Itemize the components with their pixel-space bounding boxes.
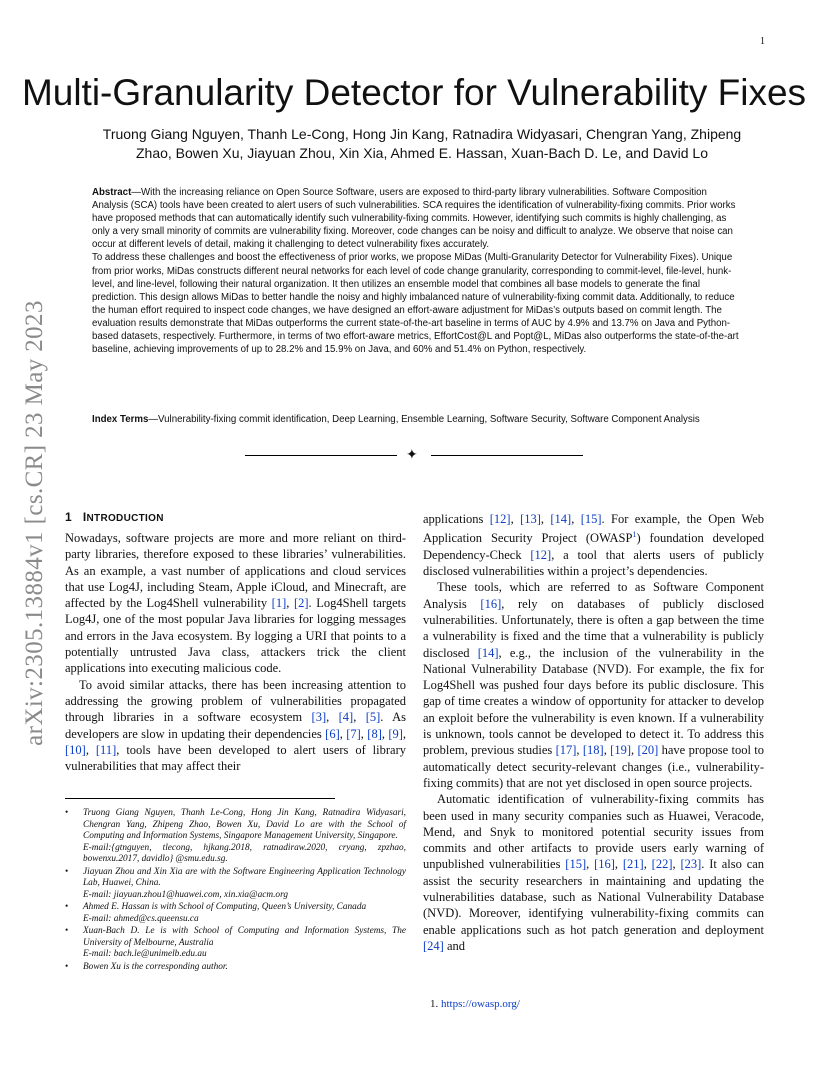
text-run: applications	[423, 512, 490, 526]
text-run: ,	[614, 857, 623, 872]
author-list	[84, 125, 760, 163]
citation-link[interactable]: [7]	[346, 726, 361, 741]
affiliation-item	[65, 902, 406, 925]
affiliation-email: E-mail:{gtnguyen, tlecong, hjkang.2018, ratnadiraw.2020, cryang, zpzhao, bowenxu.2017, davidlo} @smu.edu.sg.	[83, 842, 406, 864]
text-run: . For example, the Open Web Application Security Project (OWASP	[423, 512, 764, 546]
text-run: ,	[672, 857, 681, 872]
text-run: ,	[603, 743, 611, 758]
text-run: ,	[643, 857, 652, 872]
citation-link[interactable]: [1]	[271, 596, 287, 611]
text-run: ,	[353, 710, 366, 725]
citation-link[interactable]: [4]	[338, 710, 354, 725]
text-run: ,	[571, 512, 581, 526]
citation-link[interactable]: [20]	[637, 743, 659, 758]
citation-link[interactable]: [13]	[520, 512, 541, 526]
text-run: ,	[586, 857, 595, 872]
section-title-rest: NTRODUCTION	[86, 513, 164, 524]
text-run: ,	[402, 726, 407, 741]
abstract	[92, 186, 740, 356]
section-title-initial: I	[82, 510, 87, 524]
text-run: ,	[540, 512, 551, 526]
author-affiliations	[65, 808, 406, 974]
divider-star-icon: ✦	[406, 447, 418, 463]
citation-link[interactable]: [11]	[95, 742, 117, 757]
affiliation-text: Jiayuan Zhou and Xin Xia are with the Software Engineering Application Technology Lab, Huawei, China.	[83, 866, 406, 888]
citation-link[interactable]: [14]	[550, 512, 572, 526]
paper-title: Multi-Granularity Detector for Vulnerability Fixes	[21, 72, 807, 113]
text-run: . Log4Shell targets Log4J, one of the most popular Java libraries for logging messages and errors in the Java ecosystem. By logging a URI that points to a potentially untrusted Java class, attackers trick the client applications into executing malicious code.	[65, 596, 406, 676]
citation-link[interactable]: [18]	[582, 743, 604, 758]
page-number: 1	[760, 36, 765, 47]
citation-link[interactable]: [10]	[65, 742, 86, 757]
text-run: ,	[510, 512, 521, 526]
affiliation-email: E-mail: jiayuan.zhou1@huawei.com, xin.xia@acm.org	[83, 889, 288, 900]
footnote-1	[430, 998, 520, 1010]
text-run: ) foundation developed Dependency-Check	[423, 531, 764, 562]
citation-link[interactable]: [6]	[325, 726, 340, 741]
affiliation-text: Truong Giang Nguyen, Thanh Le-Cong, Hong Jin Kang, Ratnadira Widyasari, Chengran Yang, Zhipeng Zhao, Bowen Xu, David Lo are with the School of Computing and Information Systems, Singapore Management University, Singapore.	[83, 808, 406, 841]
text-run: have propose tool to automatically detect security-relevant changes (i.e., vulnerability-fixing commits) that are not yet disclosed in open source projects.	[423, 743, 764, 790]
text-run: . It also can assist the security researchers in maintaining and updating the vulnerabilities database, such as National Vulnerability Database (NVD). Moreover, identifying vulnerability-fixing commits can enable applications such as hot patch generation and deployment	[423, 857, 765, 937]
citation-link[interactable]: [23]	[680, 857, 702, 872]
section-divider	[245, 447, 583, 463]
affiliation-email: E-mail: ahmed@cs.queensu.ca	[83, 913, 199, 924]
authors-line-1: Truong Giang Nguyen, Thanh Le-Cong, Hong Jin Kang, Ratnadira Widyasari, Chengran Yang, Zhipeng	[102, 126, 742, 142]
footnote-marker[interactable]: 1	[632, 530, 637, 540]
abstract-paragraph-1: —With the increasing reliance on Open Source Software, users are exposed to third-party library vulnerabilities. Software Composition Analysis (SCA) tools have been created to alert users of such vulnerabilities. SCA requires the identification of vulnerability-fixing commits. Prior works have proposed methods that can automatically identify such vulnerability-fixing commits. However, identifying such commits is highly challenging, as only a very small minority of commits are vulnerability fixing. Moreover, code changes can be noisy and difficult to analyze. We observe that noise can occur at different levels of detail, making it challenging to detect vulnerability fixes accurately.	[92, 187, 736, 251]
text-run: ,	[381, 726, 389, 741]
right-column	[423, 511, 764, 954]
citation-link[interactable]: [19]	[610, 743, 631, 758]
authors-line-2: Zhao, Bowen Xu, Jiayuan Zhou, Xin Xia, Ahmed E. Hassan, Xuan-Bach D. Le, and David Lo	[135, 145, 708, 161]
citation-link[interactable]: [5]	[365, 710, 381, 725]
citation-link[interactable]: [12]	[530, 547, 552, 562]
citation-link[interactable]: [22]	[651, 857, 673, 872]
right-paragraph-2	[423, 579, 764, 791]
owasp-link[interactable]: https://owasp.org/	[441, 998, 520, 1010]
citation-link[interactable]: [15]	[580, 512, 602, 526]
arxiv-watermark	[16, 278, 54, 768]
text-run: These tools, which are referred to as Software Component Analysis	[423, 580, 764, 611]
citation-link[interactable]: [14]	[477, 645, 499, 660]
text-run: ,	[85, 742, 96, 757]
text-run: Nowadays, software projects are more and more reliant on third-party libraries, therefore exposed to these libraries’ vulnerabilities. As an example, a vast number of applications and cloud services that use Log4J, including Steam, Apple iCloud, and Minecraft, are affected by the Log4Shell vulnerability	[65, 531, 406, 611]
affiliation-email: E-mail: bach.le@unimelb.edu.au	[83, 949, 207, 959]
footnote-rule	[65, 798, 335, 799]
citation-link[interactable]: [17]	[555, 743, 577, 758]
text-run: Automatic identification of vulnerability-fixing commits has been used in many security companies such as Huawei, Veracode, Mend, and Snyk to monitored potential security issues from commits and other artifacts to provide users early warning of unpublished vulnerabilities	[423, 792, 764, 872]
affiliation-text: Bowen Xu is the corresponding author.	[83, 961, 228, 972]
text-run: , rely on databases of publicly disclosed vulnerabilities. Unfortunately, there is often a gap between the time a vulnerability is fixed and the time that a vulnerability is publicly disclosed	[423, 596, 764, 660]
affiliation-text: Xuan-Bach D. Le is with School of Computing and Information Systems, The University of Melbourne, Australia	[83, 926, 406, 948]
text-run: To avoid similar attacks, there has been increasing attention to addressing the growing problem of vulnerabilities propagated through libraries in a software ecosystem	[65, 677, 406, 725]
text-run: ,	[631, 743, 638, 758]
footnote-number: 1.	[430, 998, 439, 1010]
divider-line-left	[245, 455, 397, 456]
index-terms	[92, 413, 740, 426]
citation-link[interactable]: [9]	[388, 726, 403, 741]
abstract-paragraph-2: To address these challenges and boost the effectiveness of prior works, we propose MiDas (Multi-Granularity Detector for Vulnerability Fixes). Unique from prior works, MiDas constructs different neural networks for each level of code change granularity, corresponding to commit-level, file-level, hunk-level, and line-level, following their natural organization. It then utilizes an ensemble model that combines all base models to generate the final prediction. This design allows MiDas to better handle the noisy and highly imbalanced nature of vulnerability-fixing commit data. Additionally, to reduce the human effort required to inspect code changes, we have designed an effort-aware adjustment for MiDas’s outputs based on commit length. The evaluation results demonstrate that MiDas outperforms the current state-of-the-art baseline in terms of AUC by 4.9% and 13.7% on Java and Python-based datasets, respectively. Furthermore, in terms of two effort-aware metrics, EffortCost@L and Popt@L, MiDas also outperforms the state-of-the-art baseline, achieving improvements of up to 28.2% and 15.9% on Java, and 60% and 51.4% on Python, respectively.	[92, 252, 739, 356]
text-run: and	[443, 938, 466, 953]
affiliation-item	[65, 962, 406, 974]
text-run: ,	[360, 726, 368, 741]
left-column	[65, 530, 406, 774]
right-paragraph-3	[423, 791, 764, 954]
citation-link[interactable]: [15]	[565, 857, 587, 872]
affiliation-text: Ahmed E. Hassan is with School of Computing, Queen’s University, Canada	[83, 902, 367, 912]
citation-link[interactable]: [16]	[480, 596, 502, 611]
text-run: , e.g., the inclusion of the vulnerability in the National Vulnerability Database (NVD). For example, the fix for Log4Shell was pushed four days before its public disclosure. This gap of time creates a window of opportunity for attacker to develop an exploit before the vulnerability is even known. If a vulnerability is unknown, tools cannot be developed to detect it. To address this problem, previous studies	[423, 645, 764, 758]
intro-paragraph-2	[65, 677, 406, 775]
text-run: , a tool that alerts users of publicly disclosed vulnerabilities within a project’s dependencies.	[423, 547, 764, 579]
affiliation-item	[65, 867, 406, 902]
citation-link[interactable]: [24]	[423, 938, 444, 953]
index-terms-text: —Vulnerability-fixing commit identification, Deep Learning, Ensemble Learning, Software Security, Software Component Analysis	[148, 414, 700, 425]
section-number: 1	[65, 510, 72, 524]
citation-link[interactable]: [12]	[489, 512, 511, 526]
abstract-label: Abstract	[92, 187, 132, 198]
text-run: . As developers are slow in updating their dependencies	[65, 710, 407, 741]
citation-link[interactable]: [3]	[311, 710, 327, 725]
index-terms-label: Index Terms	[92, 414, 149, 425]
text-run: ,	[576, 743, 583, 758]
citation-link[interactable]: [16]	[594, 857, 615, 872]
text-run: ,	[339, 726, 347, 741]
text-run: ,	[286, 596, 294, 611]
text-run: , tools have been developed to alert users of library vulnerabilities that may affect their	[65, 742, 407, 774]
arxiv-id: arXiv:2305.13884v1 [cs.CR] 23 May 2023	[21, 300, 48, 746]
text-run: ,	[326, 710, 339, 725]
intro-paragraph-1	[65, 530, 406, 677]
divider-line-right	[431, 455, 583, 456]
right-paragraph-1	[423, 511, 764, 579]
affiliation-item	[65, 808, 406, 866]
citation-link[interactable]: [2]	[293, 596, 309, 611]
citation-link[interactable]: [8]	[367, 726, 382, 741]
section-heading	[65, 510, 164, 524]
citation-link[interactable]: [21]	[622, 857, 644, 872]
affiliation-item	[65, 926, 406, 961]
